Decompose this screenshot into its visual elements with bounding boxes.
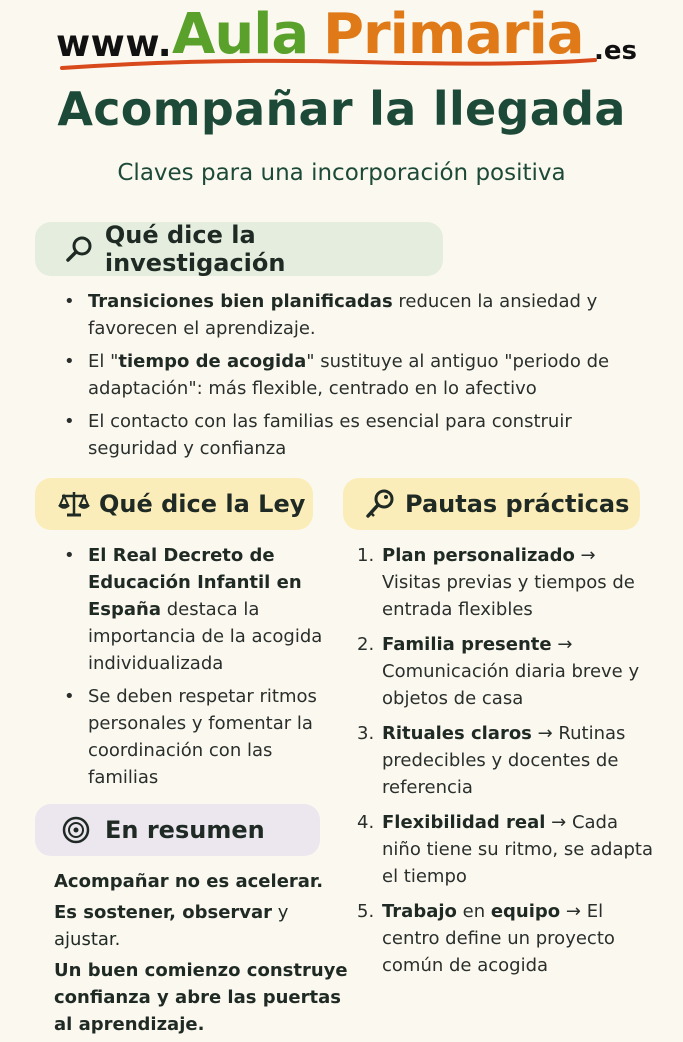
list-item: • El "tiempo de acogida" sustituye al antiguo "periodo de adaptación": más flexible, centrado en lo afectivo bbox=[60, 348, 620, 402]
list-item: • Transiciones bien planificadas reducen la ansiedad y favorecen el aprendizaje. bbox=[60, 288, 620, 342]
law-heading-label: Qué dice la Ley bbox=[99, 490, 306, 518]
scales-icon bbox=[57, 487, 91, 521]
list-item: 1. Plan personalizado → Visitas previas y tiempos de entrada flexibles bbox=[357, 545, 635, 620]
law-heading bbox=[35, 478, 313, 530]
magnifier-icon bbox=[63, 232, 97, 266]
list-item: • Se deben respetar ritmos personales y fomentar la coordinación con las familias bbox=[60, 683, 325, 791]
logo-aula: Aula bbox=[172, 2, 309, 67]
list-item: 2. Familia presente → Comunicación diaria breve y objetos de casa bbox=[357, 634, 640, 709]
list-item: 3. Rituales claros → Rutinas predecibles y docentes de referencia bbox=[357, 723, 626, 798]
practical-heading-label: Pautas prácticas bbox=[405, 490, 630, 518]
research-heading-label: Qué dice la investigación bbox=[104, 221, 286, 277]
research-list bbox=[60, 288, 620, 468]
logo-swoosh-icon bbox=[60, 54, 600, 74]
list-item: • El Real Decreto de Educación Infantil en España destaca la importancia de la acogida individualizada bbox=[60, 542, 325, 677]
summary-line: Es sostener, observar y ajustar. bbox=[54, 902, 289, 950]
logo-es: .es bbox=[594, 36, 637, 66]
list-item: • El contacto con las familias es esencial para construir seguridad y confianza bbox=[60, 408, 620, 462]
summary-line: Acompañar no es acelerar. bbox=[54, 871, 324, 892]
page-title: Acompañar la llegada bbox=[57, 82, 626, 136]
summary-text bbox=[54, 868, 354, 1042]
practical-list bbox=[357, 542, 657, 987]
summary-line: Un buen comienzo construye confianza y abre las puertas al aprendizaje. bbox=[54, 960, 348, 1035]
logo-primaria: Primaria bbox=[323, 2, 584, 67]
list-item: 5. Trabajo en equipo → El centro define un proyecto común de acogida bbox=[357, 901, 615, 976]
page-subtitle: Claves para una incorporación positiva bbox=[117, 160, 566, 186]
logo-www: www. bbox=[56, 22, 173, 65]
law-list bbox=[60, 542, 325, 797]
practical-heading bbox=[343, 478, 640, 530]
research-heading bbox=[35, 222, 443, 276]
site-logo[interactable] bbox=[0, 0, 683, 84]
summary-heading-label: En resumen bbox=[105, 816, 265, 844]
target-icon bbox=[59, 813, 93, 847]
summary-heading bbox=[35, 804, 320, 856]
key-icon bbox=[363, 487, 397, 521]
list-item: 4. Flexibilidad real → Cada niño tiene su ritmo, se adapta el tiempo bbox=[357, 812, 654, 887]
